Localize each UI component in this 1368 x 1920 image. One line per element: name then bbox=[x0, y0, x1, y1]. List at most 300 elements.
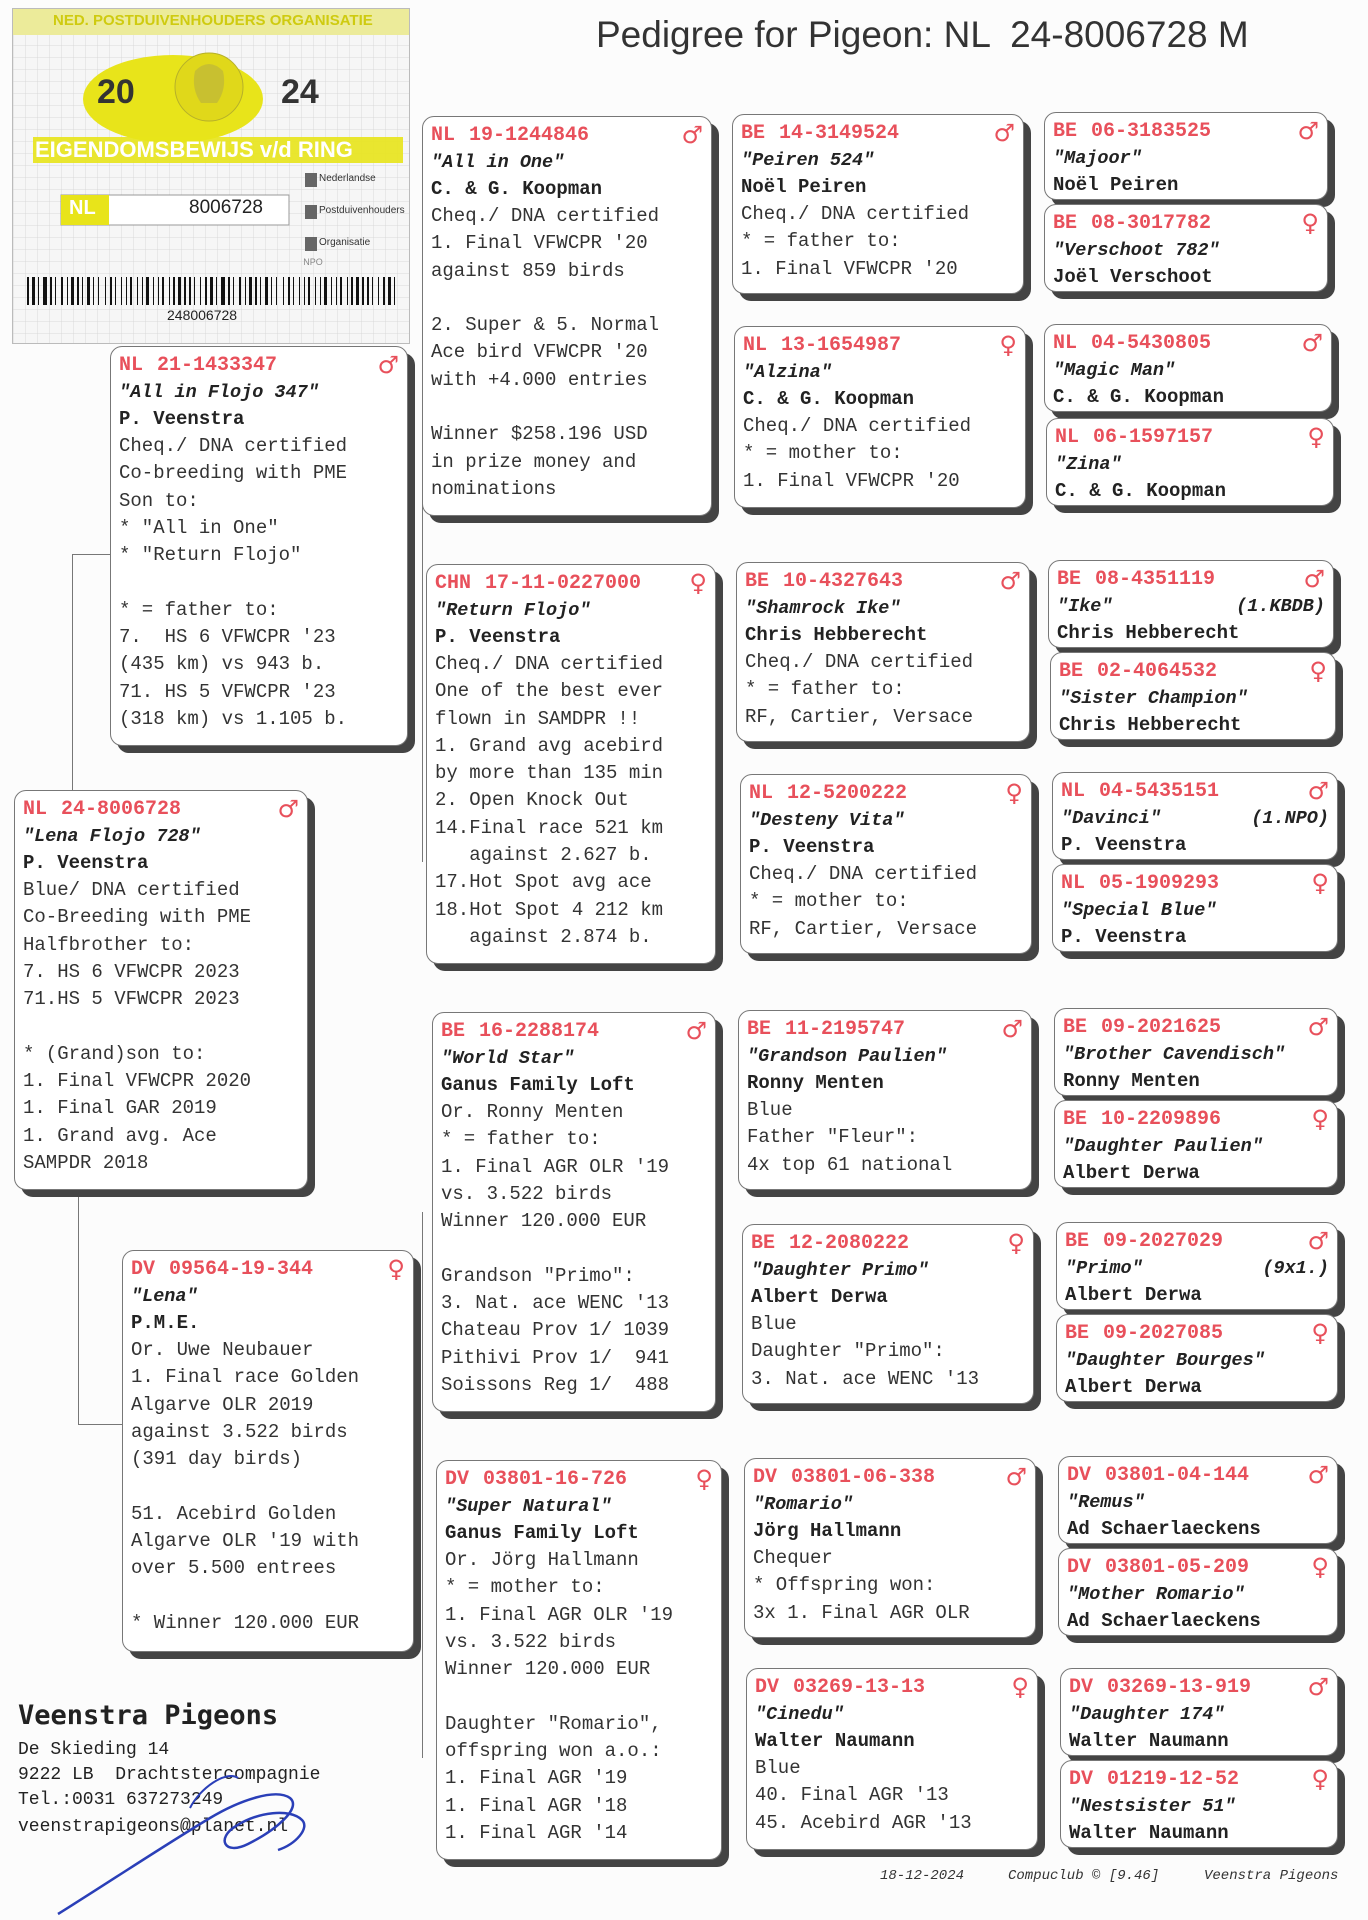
sex-icon: ♂ bbox=[1301, 329, 1323, 357]
barcode-bar bbox=[93, 277, 94, 305]
sex-icon: ♂ bbox=[685, 1017, 707, 1045]
pigeon-name: "All in One" bbox=[431, 152, 565, 173]
pigeon-info-line: Daughter "Primo": bbox=[751, 1340, 945, 1363]
pigeon-info-line: 1. Final VFWCPR 2020 bbox=[23, 1070, 252, 1093]
ring-number: 03801-04-144 bbox=[1105, 1463, 1250, 1487]
pigeon-card-sire-sire[interactable] bbox=[422, 116, 712, 516]
ring-line bbox=[131, 1255, 405, 1283]
sex-icon: ♀ bbox=[1307, 423, 1325, 451]
barcode-bar bbox=[276, 277, 277, 305]
ring-line bbox=[1059, 657, 1327, 685]
pigeon-name-row bbox=[1063, 1041, 1329, 1068]
connector-line bbox=[718, 1066, 733, 1356]
sex-icon: ♀ bbox=[1011, 1673, 1029, 1701]
pigeon-name: "Cinedu" bbox=[755, 1704, 844, 1725]
pigeon-info-line bbox=[23, 1013, 299, 1040]
sex-icon: ♂ bbox=[1001, 1015, 1023, 1043]
pigeon-info-line: 71. HS 5 VFWCPR '23 bbox=[119, 680, 336, 703]
ring-line bbox=[1065, 1227, 1329, 1255]
pigeon-owner: Walter Naumann bbox=[1069, 1822, 1229, 1844]
pigeon-name-row bbox=[1053, 357, 1323, 384]
country-code: BE bbox=[1065, 1229, 1090, 1253]
barcode-bar bbox=[383, 277, 385, 305]
barcode-bar bbox=[55, 277, 56, 305]
barcode-bar bbox=[233, 277, 234, 305]
pigeon-info-line: Ace bird VFWCPR '20 bbox=[431, 341, 648, 364]
barcode-bar bbox=[245, 277, 246, 305]
ring-number: 06-3183525 bbox=[1091, 119, 1212, 143]
barcode-bar bbox=[82, 277, 83, 305]
pigeon-info-line: 1. Final GAR 2019 bbox=[23, 1097, 217, 1120]
country-code: BE bbox=[1063, 1015, 1088, 1039]
ring-number: 10-2209896 bbox=[1101, 1107, 1222, 1131]
pigeon-name-row bbox=[1061, 805, 1329, 832]
ring-line bbox=[1063, 1105, 1329, 1133]
ring-number: 04-5435151 bbox=[1099, 779, 1220, 803]
ring-number: 8006728 bbox=[189, 197, 263, 218]
pigeon-card-g5[interactable] bbox=[1048, 560, 1334, 648]
pigeon-name-row bbox=[1057, 593, 1325, 620]
footer-brand: Veenstra Pigeons bbox=[1204, 1868, 1339, 1884]
pigeon-info-line: (318 km) vs 1.105 b. bbox=[119, 707, 348, 730]
pigeon-info-line: RF, Cartier, Versace bbox=[749, 917, 978, 940]
sex-icon: ♂ bbox=[1307, 1673, 1329, 1701]
pigeon-name: "Romario" bbox=[753, 1494, 853, 1515]
ring-line bbox=[431, 121, 703, 149]
pigeon-info-line: Cheq./ DNA certified bbox=[119, 435, 348, 457]
pigeon-name-row bbox=[755, 1701, 1029, 1728]
pigeon-owner: Ganus Family Loft bbox=[445, 1522, 639, 1544]
sex-icon: ♂ bbox=[1307, 1013, 1329, 1041]
ring-number: 12-2080222 bbox=[789, 1231, 910, 1255]
country-code: DV bbox=[755, 1675, 780, 1699]
pigeon-card-g7[interactable] bbox=[1052, 772, 1338, 860]
pigeon-card-g3[interactable] bbox=[1044, 324, 1332, 412]
pigeon-info-line: 1. Final AGR OLR '19 bbox=[445, 1603, 674, 1626]
pigeon-name-row bbox=[1063, 1133, 1329, 1160]
ring-number: 09-2027085 bbox=[1103, 1321, 1224, 1345]
pigeon-info-line: 4x top 61 national bbox=[747, 1153, 953, 1176]
sex-icon: ♀ bbox=[1311, 1765, 1329, 1793]
pigeon-owner: Joël Verschoot bbox=[1053, 266, 1213, 288]
sex-icon: ♀ bbox=[1311, 1553, 1329, 1581]
pigeon-info-line: Daughter "Romario", bbox=[445, 1712, 662, 1735]
breeder-email[interactable]: veenstrapigeons@planet.nl bbox=[18, 1817, 289, 1837]
barcode-bar bbox=[388, 277, 391, 305]
pigeon-info-line: 1. Final race Golden bbox=[131, 1366, 360, 1389]
barcode-bar bbox=[351, 277, 353, 305]
barcode-bar bbox=[260, 277, 261, 305]
pigeon-info-line: 1. Final AGR '18 bbox=[445, 1794, 628, 1817]
pigeon-owner: P. Veenstra bbox=[749, 836, 875, 858]
pigeon-card-dam[interactable] bbox=[122, 1250, 414, 1652]
barcode-bar bbox=[331, 277, 332, 305]
pigeon-info-line: Blue/ DNA certified bbox=[23, 879, 240, 901]
barcode-bar bbox=[221, 277, 225, 305]
pigeon-name: "Grandson Paulien" bbox=[747, 1046, 947, 1067]
pigeon-name: "Lena" bbox=[131, 1286, 198, 1307]
pigeon-card-g10[interactable] bbox=[1054, 1100, 1338, 1188]
pigeon-info-line: Halfbrother to: bbox=[23, 933, 195, 956]
pigeon-card-dam-sire[interactable] bbox=[432, 1012, 716, 1412]
pigeon-name: "Special Blue" bbox=[1061, 900, 1217, 921]
pigeon-name: "Primo" bbox=[1065, 1258, 1143, 1279]
pigeon-owner: Chris Hebberecht bbox=[1057, 622, 1240, 644]
barcode-bar bbox=[228, 277, 230, 305]
ring-number: 03269-13-13 bbox=[793, 1675, 926, 1699]
pigeon-owner: Ronny Menten bbox=[1063, 1070, 1200, 1092]
barcode-text: 248006728 bbox=[167, 307, 238, 323]
ring-number: 01219-12-52 bbox=[1107, 1767, 1240, 1791]
pigeon-name-row bbox=[441, 1045, 707, 1072]
ring-number: 09-2027029 bbox=[1103, 1229, 1224, 1253]
pigeon-info-line: Cheq./ DNA certified bbox=[745, 651, 974, 673]
pigeon-info-line: * = father to: bbox=[745, 678, 905, 701]
pigeon-owner: Noël Peiren bbox=[1053, 174, 1179, 196]
barcode-bar bbox=[239, 277, 241, 305]
barcode-bar bbox=[158, 277, 159, 305]
barcode-bar bbox=[324, 277, 327, 305]
pigeon-card-subject[interactable] bbox=[14, 790, 308, 1190]
barcode-bar bbox=[71, 277, 74, 305]
ring-line bbox=[1053, 209, 1319, 237]
barcode-bar bbox=[271, 277, 272, 305]
pigeon-info-line: Chequer bbox=[753, 1547, 833, 1569]
pigeon-card-sire-dam[interactable] bbox=[426, 564, 716, 964]
barcode-bar bbox=[130, 277, 132, 305]
pigeon-owner: Walter Naumann bbox=[755, 1730, 915, 1752]
pigeon-card-sdd[interactable] bbox=[740, 774, 1032, 954]
pigeon-name: "Sister Champion" bbox=[1059, 688, 1248, 709]
barcode-bar bbox=[153, 277, 154, 305]
pigeon-name-row bbox=[445, 1493, 713, 1520]
barcode-bar bbox=[293, 277, 294, 305]
pigeon-card-g6[interactable] bbox=[1050, 652, 1336, 740]
pigeon-info-line: Cheq./ DNA certified bbox=[743, 415, 972, 437]
country-code: DV bbox=[1069, 1767, 1094, 1791]
pigeon-card-g9[interactable] bbox=[1054, 1008, 1338, 1096]
ring-year-right: 24 bbox=[281, 73, 319, 111]
country-code: DV bbox=[753, 1465, 778, 1489]
ring-line bbox=[1063, 1013, 1329, 1041]
country-code: NL bbox=[1061, 779, 1086, 803]
pigeon-info-line: Pithivi Prov 1/ 941 bbox=[441, 1346, 670, 1369]
sex-icon: ♂ bbox=[1297, 117, 1319, 145]
pigeon-card-sds[interactable] bbox=[736, 562, 1030, 742]
pigeon-name: "Shamrock Ike" bbox=[745, 598, 901, 619]
pigeon-info-line: Cheq./ DNA certified bbox=[749, 863, 978, 885]
pigeon-card-dsd[interactable] bbox=[742, 1224, 1034, 1404]
pigeon-name-row bbox=[747, 1043, 1023, 1070]
barcode-bar bbox=[216, 277, 217, 305]
barcode-bar bbox=[304, 277, 305, 305]
pigeon-card-dds[interactable] bbox=[744, 1458, 1036, 1638]
pigeon-name-row bbox=[743, 359, 1017, 386]
sex-icon: ♀ bbox=[695, 1465, 713, 1493]
country-code: NL bbox=[431, 123, 456, 147]
ring-org-side-3: Organisatie bbox=[319, 237, 371, 248]
pigeon-info-line: Co-Breeding with PME bbox=[23, 906, 252, 929]
pigeon-info-line: RF, Cartier, Versace bbox=[745, 705, 974, 728]
ring-line bbox=[445, 1465, 713, 1493]
pigeon-info-line: Son to: bbox=[119, 489, 199, 512]
country-code: DV bbox=[1067, 1555, 1092, 1579]
pigeon-name: "Zina" bbox=[1055, 454, 1122, 475]
pigeon-info-line: Winner 120.000 EUR bbox=[441, 1210, 647, 1233]
pigeon-info-line: vs. 3.522 birds bbox=[441, 1182, 613, 1205]
barcode-bar bbox=[362, 277, 364, 305]
pigeon-card-g15[interactable] bbox=[1060, 1668, 1338, 1756]
pigeon-name-row bbox=[751, 1257, 1025, 1284]
barcode-bar bbox=[356, 277, 359, 305]
pigeon-info-line: offspring won a.o.: bbox=[445, 1740, 662, 1763]
pigeon-owner: Walter Naumann bbox=[1069, 1730, 1229, 1752]
pigeon-info-line: 17.Hot Spot avg ace bbox=[435, 871, 652, 894]
pigeon-name: "Nestsister 51" bbox=[1069, 1796, 1236, 1817]
pigeon-name-row bbox=[1055, 451, 1325, 478]
pigeon-info-line: Or. Jörg Hallmann bbox=[445, 1549, 639, 1571]
country-code: BE bbox=[1057, 567, 1082, 591]
pigeon-name: "Peiren 524" bbox=[741, 150, 875, 171]
barcode-bar bbox=[347, 277, 348, 305]
pigeon-note: (9x1.) bbox=[1262, 1258, 1329, 1279]
pigeon-info-line: 3. Nat. ace WENC '13 bbox=[441, 1292, 670, 1315]
pigeon-info-line: * = mother to: bbox=[445, 1576, 605, 1599]
ring-line bbox=[751, 1229, 1025, 1257]
pigeon-info-line: 7. HS 6 VFWCPR 2023 bbox=[23, 960, 240, 983]
ring-certificate bbox=[12, 8, 410, 344]
sex-icon: ♀ bbox=[387, 1255, 405, 1283]
pigeon-info-line: 1. Final AGR '14 bbox=[445, 1821, 628, 1844]
pigeon-info-line: * "All in One" bbox=[119, 516, 279, 539]
pigeon-owner: Ad Schaerlaeckens bbox=[1067, 1610, 1261, 1632]
barcode-bar bbox=[315, 277, 316, 305]
barcode-bar bbox=[61, 277, 63, 305]
pigeon-info-line: over 5.500 entrees bbox=[131, 1557, 337, 1580]
pigeon-info-line: Chateau Prov 1/ 1039 bbox=[441, 1319, 670, 1342]
ring-line bbox=[1061, 869, 1329, 897]
sex-icon: ♂ bbox=[277, 795, 299, 823]
pigeon-owner: P. Veenstra bbox=[1061, 834, 1187, 856]
pigeon-info-line: Algarve OLR 2019 bbox=[131, 1393, 314, 1416]
pigeon-card-sire[interactable] bbox=[110, 346, 408, 746]
pigeon-name: "Alzina" bbox=[743, 362, 832, 383]
sex-icon: ♀ bbox=[1311, 869, 1329, 897]
ring-number: 05-1909293 bbox=[1099, 871, 1220, 895]
country-code: BE bbox=[1053, 119, 1078, 143]
country-code: DV bbox=[131, 1257, 156, 1281]
pigeon-name-row bbox=[1059, 685, 1327, 712]
sex-icon: ♂ bbox=[1005, 1463, 1027, 1491]
pigeon-card-g14[interactable] bbox=[1058, 1548, 1338, 1636]
ring-line bbox=[1061, 777, 1329, 805]
sex-icon: ♀ bbox=[1311, 1105, 1329, 1133]
ring-number: 12-5200222 bbox=[787, 781, 908, 805]
ring-line bbox=[1055, 423, 1325, 451]
pigeon-owner: C. & G. Koopman bbox=[431, 178, 603, 200]
ring-year-left: 20 bbox=[97, 73, 135, 111]
ring-line bbox=[1065, 1319, 1329, 1347]
pigeon-info-line bbox=[441, 1235, 707, 1262]
pigeon-card-sss[interactable] bbox=[732, 114, 1024, 294]
breeder-address-2: 9222 LB Drachtstercompagnie bbox=[18, 1765, 321, 1785]
pigeon-card-g12[interactable] bbox=[1056, 1314, 1338, 1402]
pigeon-name: "Daughter Primo" bbox=[751, 1260, 929, 1281]
pigeon-name-row bbox=[435, 597, 707, 624]
country-code: NL bbox=[23, 797, 48, 821]
pigeon-card-dam-dam[interactable] bbox=[436, 1460, 722, 1860]
ring-number: 09564-19-344 bbox=[169, 1257, 314, 1281]
barcode-bar bbox=[367, 277, 369, 305]
barcode-bar bbox=[146, 277, 149, 305]
ring-line bbox=[1053, 329, 1323, 357]
ring-number: 24-8006728 bbox=[61, 797, 182, 821]
pigeon-owner: P. Veenstra bbox=[119, 408, 245, 430]
breeder-phone: Tel.:0031 637273249 bbox=[18, 1790, 224, 1810]
ring-number: 08-4351119 bbox=[1095, 567, 1216, 591]
pigeon-card-g4[interactable] bbox=[1046, 418, 1334, 506]
pigeon-info-line: Winner 120.000 EUR bbox=[445, 1658, 651, 1681]
barcode-bar bbox=[87, 277, 90, 305]
pigeon-info-line: 40. Final AGR '13 bbox=[755, 1784, 949, 1807]
barcode-bar bbox=[27, 277, 29, 305]
ring-line bbox=[441, 1017, 707, 1045]
pigeon-info-line: with +4.000 entries bbox=[431, 368, 648, 391]
pigeon-owner: C. & G. Koopman bbox=[743, 388, 915, 410]
ring-line bbox=[1067, 1461, 1329, 1489]
barcode-bar bbox=[110, 277, 112, 305]
country-code: NL bbox=[749, 781, 774, 805]
country-code: NL bbox=[743, 333, 768, 357]
ring-number: 03269-13-919 bbox=[1107, 1675, 1252, 1699]
pigeon-info-line: 1. Final AGR '19 bbox=[445, 1767, 628, 1790]
pigeon-name-row bbox=[1069, 1701, 1329, 1728]
pigeon-owner: Ad Schaerlaeckens bbox=[1067, 1518, 1261, 1540]
barcode-bar bbox=[372, 277, 373, 305]
ring-number: 08-3017782 bbox=[1091, 211, 1212, 235]
barcode-bar bbox=[394, 277, 395, 305]
pigeon-note: (1.NPO) bbox=[1251, 808, 1329, 829]
pigeon-info-line: against 3.522 birds bbox=[131, 1420, 348, 1443]
pigeon-card-g11[interactable] bbox=[1056, 1222, 1338, 1310]
pigeon-info-line: * = father to: bbox=[119, 598, 279, 621]
pigeon-info-line: 1. Final AGR OLR '19 bbox=[441, 1155, 670, 1178]
barcode-bar bbox=[67, 277, 68, 305]
connector-line bbox=[718, 170, 733, 470]
ring-number: 03801-16-726 bbox=[483, 1467, 628, 1491]
pigeon-name-row bbox=[119, 379, 399, 406]
pigeon-name-row bbox=[1069, 1793, 1329, 1820]
ring-org-side-1: Nederlandse bbox=[319, 173, 376, 184]
pigeon-info-line: 1. Grand avg. Ace bbox=[23, 1124, 217, 1147]
pigeon-note: (1.KBDB) bbox=[1236, 596, 1325, 617]
pigeon-name-row bbox=[1053, 237, 1319, 264]
ring-country: NL bbox=[69, 197, 96, 219]
pigeon-name: "Ike" bbox=[1057, 596, 1113, 617]
pigeon-info-line: SAMPDR 2018 bbox=[23, 1151, 149, 1174]
country-code: NL bbox=[1061, 871, 1086, 895]
country-code: NL bbox=[119, 353, 144, 377]
pigeon-info-line: Cheq./ DNA certified bbox=[435, 653, 664, 675]
pigeon-info-line: 71.HS 5 VFWCPR 2023 bbox=[23, 988, 240, 1011]
pigeon-info-line: 3x 1. Final AGR OLR bbox=[753, 1601, 970, 1624]
ring-org-side-2: Postduivenhouders bbox=[319, 205, 405, 216]
pigeon-owner: Noël Peiren bbox=[741, 176, 867, 198]
pigeon-info-line: against 2.627 b. bbox=[435, 844, 652, 867]
country-code: DV bbox=[1069, 1675, 1094, 1699]
barcode-bar bbox=[378, 277, 379, 305]
ring-number: 16-2288174 bbox=[479, 1019, 600, 1043]
barcode-bar bbox=[142, 277, 143, 305]
pigeon-owner: Chris Hebberecht bbox=[745, 624, 928, 646]
pigeon-card-g8[interactable] bbox=[1052, 864, 1338, 952]
ring-number: 03801-06-338 bbox=[791, 1465, 936, 1489]
sex-icon: ♀ bbox=[1005, 779, 1023, 807]
pigeon-info-line: (391 day birds) bbox=[131, 1448, 303, 1471]
pigeon-name-row bbox=[749, 807, 1023, 834]
pigeon-card-ssd[interactable] bbox=[734, 326, 1026, 508]
country-code: BE bbox=[741, 121, 766, 145]
pigeon-name-row bbox=[745, 595, 1021, 622]
pigeon-card-g1[interactable] bbox=[1044, 112, 1328, 200]
pigeon-card-g13[interactable] bbox=[1058, 1456, 1338, 1544]
barcode-bar bbox=[200, 277, 201, 305]
svg-text:NPO: NPO bbox=[303, 257, 323, 267]
sex-icon: ♀ bbox=[1311, 1319, 1329, 1347]
pigeon-info-line: 51. Acebird Golden bbox=[131, 1502, 337, 1525]
ring-number: 13-1654987 bbox=[781, 333, 902, 357]
ring-line bbox=[743, 331, 1017, 359]
barcode-bar bbox=[288, 277, 290, 305]
ring-line bbox=[747, 1015, 1023, 1043]
pigeon-name: "Desteny Vita" bbox=[749, 810, 905, 831]
pigeon-name-row bbox=[1065, 1347, 1329, 1374]
ring-line bbox=[745, 567, 1021, 595]
pigeon-card-ddd[interactable] bbox=[746, 1668, 1038, 1850]
pigeon-card-g2[interactable] bbox=[1044, 204, 1328, 292]
barcode-bar bbox=[283, 277, 284, 305]
barcode-bar bbox=[205, 277, 207, 305]
pigeon-info-line: 14.Final race 521 km bbox=[435, 816, 664, 839]
ring-line bbox=[1053, 117, 1319, 145]
pigeon-owner: Albert Derwa bbox=[751, 1286, 888, 1308]
pigeon-info-line: * "Return Flojo" bbox=[119, 544, 302, 567]
sex-icon: ♂ bbox=[999, 567, 1021, 595]
pigeon-name: "Verschoot 782" bbox=[1053, 240, 1220, 261]
pigeon-info-line: * = father to: bbox=[741, 230, 901, 253]
pigeon-info-line: 1. Final VFWCPR '20 bbox=[431, 232, 648, 255]
sex-icon: ♂ bbox=[993, 119, 1015, 147]
pigeon-info-line: * (Grand)son to: bbox=[23, 1042, 206, 1065]
pigeon-name: "Super Natural" bbox=[445, 1496, 612, 1517]
country-code: DV bbox=[1067, 1463, 1092, 1487]
pigeon-info-line: * = mother to: bbox=[749, 890, 909, 913]
pigeon-info-line: 1. Grand avg acebird bbox=[435, 734, 664, 757]
page-title: Pedigree for Pigeon: NL 24-8006728 M bbox=[596, 14, 1249, 55]
pigeon-info-line: 2. Open Knock Out bbox=[435, 789, 629, 812]
ring-heading: EIGENDOMSBEWIJS v/d RING bbox=[35, 137, 353, 162]
pigeon-info-line bbox=[431, 285, 703, 312]
sex-icon: ♀ bbox=[1007, 1229, 1025, 1257]
pigeon-owner: Jörg Hallmann bbox=[753, 1520, 902, 1542]
pigeon-card-g16[interactable] bbox=[1060, 1760, 1338, 1848]
pigeon-owner: Ganus Family Loft bbox=[441, 1074, 635, 1096]
footer-software: Compuclub © [9.46] bbox=[1008, 1868, 1160, 1884]
barcode-bar bbox=[50, 277, 52, 305]
pigeon-info-line: nominations bbox=[431, 477, 557, 500]
pigeon-card-dss[interactable] bbox=[738, 1010, 1032, 1190]
pigeon-info-line: against 2.874 b. bbox=[435, 925, 652, 948]
